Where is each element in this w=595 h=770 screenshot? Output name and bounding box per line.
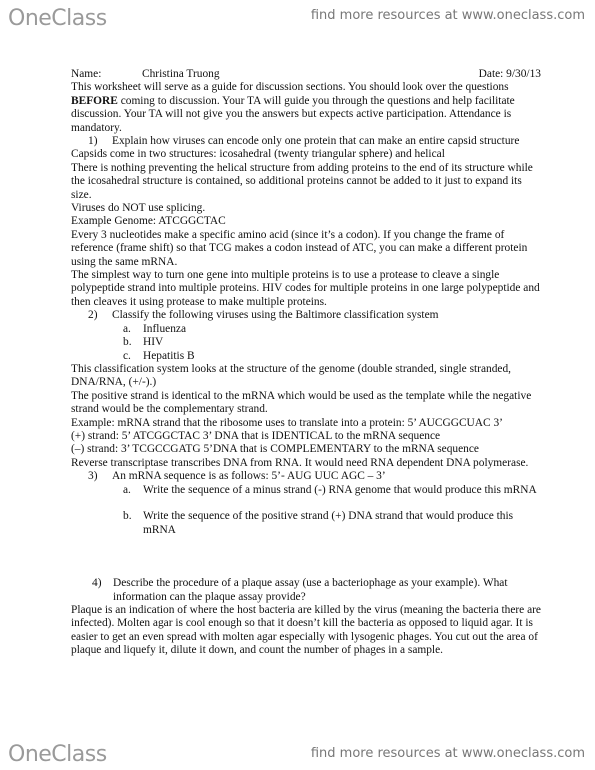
intro-paragraph: This worksheet will serve as a guide for discussion sections. You should look over the questions BEFORE coming to discussion. Your TA will guide you through the questions and help facilitate discussion. Your TA will not give you the answers but expects active participation. Attendance is mandatory. [71,81,515,134]
list-item: b. Write the sequence of the positive strand (+) DNA strand that would produce this mRNA [123,510,514,536]
answer-2-line-1: This classification system looks at the structure of the genome (double stranded, single stranded, DNA/RNA, (+/-).) [71,362,512,389]
question-2: 2) Classify the following viruses using the Baltimore classification system [88,309,439,322]
answer-4: Plaque is an indication of where the host bacteria are killed by the virus (meaning the bacteria there are infected). Molten agar is cool enough so that it doesn’t kill the bacteria as opposed to liquid agar. It is easier to get an even spread with molten agar especially with lysogenic phages. You cut out the area of plaque and liquefy it, dilute it down, and count the number of phages in a sample. [71,604,541,657]
answer-1-line-5: Every 3 nucleotides make a specific amino acid (since it’s a codon). If you change the frame of reference (frame shift) so that TCG makes a codon instead of ATC, you can make a different protein using the same mRNA. [71,228,528,268]
question-1: 1) Explain how viruses can encode only one protein that can make an entire capsid structure [88,135,520,148]
list-item: a. Write the sequence of a minus strand (-) RNA genome that would produce this mRNA [123,483,537,496]
answer-1-line-1: Capsids come in two structures: icosahedral (twenty triangular sphere) and helical [71,148,445,161]
question-3: 3) An mRNA sequence is as follows: 5’- AUG UUC AGC – 3’ [88,470,386,483]
answer-2-line-4: (+) strand: 5’ ATCGGCTAC 3’ DNA that is IDENTICAL to the mRNA sequence [71,429,441,442]
worksheet-date: Date: 9/30/13 [478,68,541,80]
answer-2-line-3: Example: mRNA strand that the ribosome uses to translate into a protein: 5’ AUCGGCUAC 3’ [71,416,503,429]
list-item: b. HIV [123,336,164,349]
worksheet-body [71,68,541,658]
name-label: Name: [71,68,102,80]
answer-1-line-3: Viruses do NOT use splicing. [71,202,206,215]
answer-1-line-2: There is nothing preventing the helical structure from adding proteins to the end of its structure while the icosahedral structure is contained, so additional proteins cannot be added to it just to expand its size. [71,161,533,201]
list-item: c. Hepatitis B [123,349,195,362]
answer-1-line-6: The simplest way to turn one gene into multiple proteins is to use a protease to cleave a single polypeptide strand into multiple proteins. HIV codes for multiple proteins in one large polypeptide and then cleaves it using protease to make multiple proteins. [71,269,540,308]
answer-2-line-5: (–) strand: 3’ TCGCCGATG 5’DNA that is COMPLEMENTARY to the mRNA sequence [71,443,479,456]
oneclass-logo[interactable]: OneClass [8,742,107,767]
answer-2-line-6: Reverse transcriptase transcribes DNA from RNA. It would need RNA dependent DNA polymerase. [71,456,529,469]
page-footer [0,740,595,770]
answer-1-line-4: Example Genome: ATCGGCTAC [71,215,226,228]
before-emphasis: BEFORE [71,94,118,107]
resources-link[interactable]: find more resources at www.oneclass.com [310,746,585,761]
student-name: Christina Truong [142,68,220,80]
answer-2-line-2: The positive strand is identical to the mRNA which would be used as the template while the negative strand would be the complementary strand. [71,389,532,416]
page-header [0,0,595,40]
name-date-row [71,68,541,81]
question-4: 4) Describe the procedure of a plaque assay (use a bacteriophage as your example). What information can the plaque assay provide? [92,577,508,603]
list-item: a. Influenza [123,322,187,335]
resources-link[interactable]: find more resources at www.oneclass.com [310,8,585,23]
oneclass-logo[interactable]: OneClass [8,6,107,31]
